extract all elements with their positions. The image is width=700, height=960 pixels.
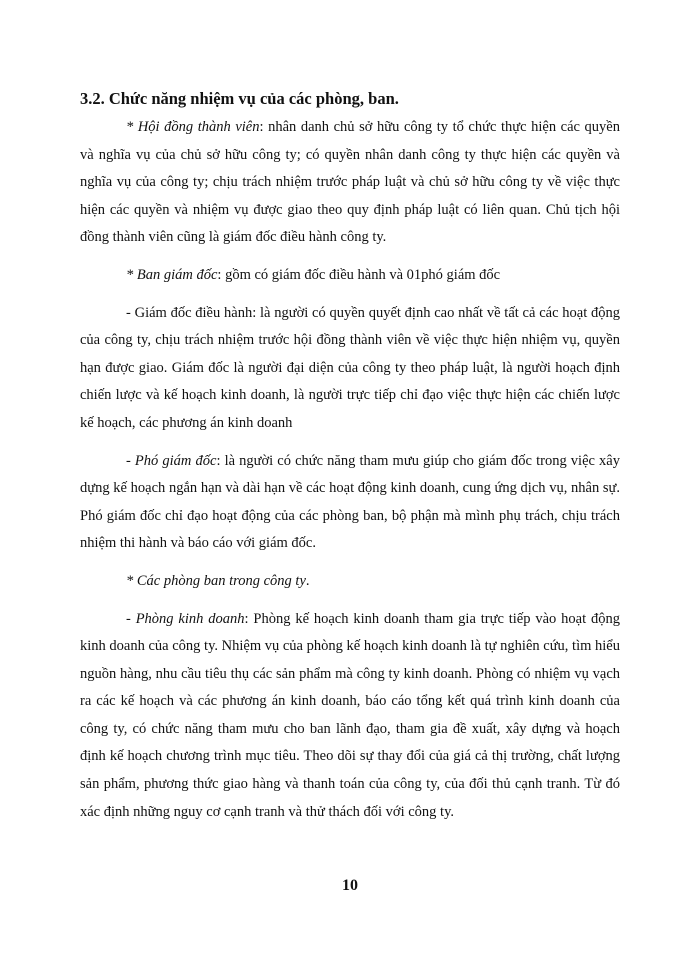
paragraph-pho-giam-doc	[80, 448, 620, 558]
paragraph-lead: * Ban giám đốc	[126, 266, 218, 283]
paragraph-ban-giam-doc	[80, 262, 620, 290]
paragraph-body: : gồm có giám đốc điều hành và 01phó giám đốc	[217, 266, 501, 283]
paragraph-giam-doc-dieu-hanh	[80, 300, 620, 438]
paragraph-body: .	[305, 572, 310, 589]
paragraph-lead: * Các phòng ban trong công ty	[126, 572, 306, 589]
paragraph-body: - Giám đốc điều hành: là người có quyền quyết định cao nhất về tất cả các hoạt động của công ty, chịu trách nhiệm trước hội đồng thành viên về việc thực hiện nhiệm vụ, quyền hạn được giao. Giám đốc là người đại diện của công ty theo pháp luật, là người hoạch định chiến lược và kế hoạch kinh doanh, là người trực tiếp chỉ đạo việc thực hiện các chiến lược kế hoạch, các phương án kinh doanh	[80, 304, 620, 431]
document-body	[80, 88, 620, 826]
paragraph-hoi-dong-thanh-vien	[80, 114, 620, 252]
paragraph-body: : nhân danh chủ sở hữu công ty tổ chức thực hiện các quyền và nghĩa vụ của chủ sở hữu công ty; có quyền nhân danh công ty thực hiện các quyền và nghĩa vụ của công ty; chịu trách nhiệm trước pháp luật và chủ sở hữu công ty về việc thực hiện các quyền và nhiệm vụ được giao theo quy định pháp luật có liên quan. Chủ tịch hội đồng thành viên cũng là giám đốc điều hành công ty.	[80, 119, 620, 246]
page-number: 10	[342, 877, 358, 894]
paragraph-phong-kinh-doanh	[80, 606, 620, 827]
paragraph-lead: - Phòng kinh doanh	[126, 610, 245, 627]
paragraph-body: : Phòng kế hoạch kinh doanh tham gia trực tiếp vào hoạt động kinh doanh của công ty. Nhiệm vụ của phòng kế hoạch kinh doanh là tự nghiên cứu, tìm hiểu nguồn hàng, nhu cầu tiêu thụ các sản phẩm mà công ty kinh doanh. Phòng có nhiệm vụ vạch ra các kế hoạch và các phương án kinh doanh, báo cáo tổng kết quá trình kinh doanh của công ty, có chức năng tham mưu cho ban lãnh đạo, tham gia đề xuất, xây dựng và hoạch định kế hoạch chương trình mục tiêu. Theo dõi sự thay đổi của giá cả thị trường, chất lượng sản phẩm, phương thức giao hàng và thanh toán của công ty, của đối thủ cạnh tranh. Từ đó xác định những nguy cơ cạnh tranh và thử thách đối với công ty.	[80, 610, 620, 820]
paragraph-lead: - Phó giám đốc	[126, 452, 217, 469]
section-heading: 3.2. Chức năng nhiệm vụ của các phòng, ban.	[80, 89, 399, 108]
paragraph-cac-phong-ban	[80, 568, 620, 596]
paragraph-lead: * Hội đồng thành viên	[126, 119, 260, 135]
paragraph-body: : là người có chức năng tham mưu giúp cho giám đốc trong việc xây dựng kế hoạch ngắn hạn và dài hạn về các hoạt động kinh doanh, cung ứng dịch vụ, nhân sự. Phó giám đốc chỉ đạo hoạt động của các phòng ban, bộ phận mà mình phụ trách, chịu trách nhiệm thi hành và báo cáo với giám đốc.	[80, 452, 620, 552]
